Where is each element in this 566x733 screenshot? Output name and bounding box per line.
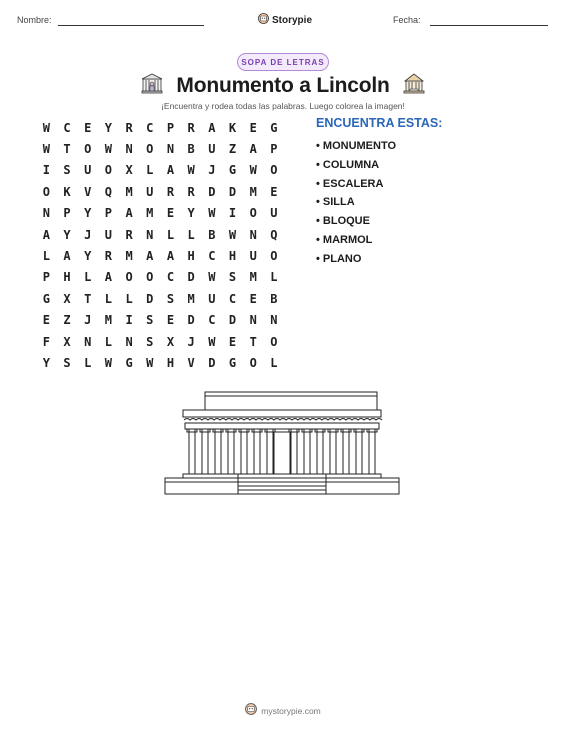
grid-cell[interactable]: A xyxy=(104,270,113,285)
brand xyxy=(258,11,312,29)
grid-cell[interactable]: N xyxy=(125,142,133,157)
word-list xyxy=(316,137,396,269)
grid-cell[interactable]: B xyxy=(270,291,278,306)
grid-cell[interactable]: G xyxy=(125,355,133,370)
grid-cell[interactable]: N xyxy=(146,227,154,242)
grid-cell[interactable]: A xyxy=(166,249,175,264)
grid-cell[interactable]: M xyxy=(146,206,154,221)
grid-cell[interactable]: Y xyxy=(84,249,92,264)
grid-cell[interactable]: B xyxy=(187,142,195,157)
footer xyxy=(0,702,566,720)
grid-cell[interactable]: U xyxy=(249,249,257,264)
grid-cell[interactable]: D xyxy=(146,291,154,306)
grid-cell[interactable]: Y xyxy=(84,206,92,221)
grid-cell[interactable]: U xyxy=(270,206,278,221)
logo-icon xyxy=(258,11,269,29)
grid-cell[interactable]: W xyxy=(42,120,50,135)
grid-cell[interactable]: M xyxy=(187,291,195,306)
word-search-grid[interactable] xyxy=(36,117,284,374)
grid-cell[interactable]: X xyxy=(166,334,175,349)
grid-cell[interactable]: W xyxy=(146,355,154,370)
grid-cell[interactable]: T xyxy=(249,334,257,349)
grid-cell[interactable]: G xyxy=(42,291,50,306)
grid-cell[interactable]: O xyxy=(146,142,154,157)
grid-cell[interactable]: O xyxy=(146,270,154,285)
grid-cell[interactable]: H xyxy=(63,270,71,285)
grid-cell[interactable]: N xyxy=(42,206,50,221)
grid-cell[interactable]: C xyxy=(208,249,216,264)
date-field-line[interactable] xyxy=(430,25,548,26)
grid-cell[interactable]: P xyxy=(270,142,278,157)
grid-cell[interactable]: H xyxy=(187,249,195,264)
grid-cell[interactable]: X xyxy=(63,334,71,349)
grid-cell[interactable]: S xyxy=(146,313,154,328)
grid-cell[interactable]: R xyxy=(125,120,133,135)
grid-cell[interactable]: D xyxy=(228,184,237,199)
grid-cell[interactable]: O xyxy=(125,270,133,285)
grid-cell[interactable]: C xyxy=(146,120,154,135)
grid-cell[interactable]: Y xyxy=(63,227,71,242)
word-item: • ESCALERA xyxy=(316,177,384,190)
grid-cell[interactable]: M xyxy=(125,184,133,199)
grid-cell[interactable]: K xyxy=(63,184,71,199)
grid-cell[interactable]: A xyxy=(63,249,71,264)
grid-cell[interactable]: W xyxy=(249,163,257,178)
grid-cell[interactable]: N xyxy=(249,313,257,328)
grid-cell[interactable]: S xyxy=(63,163,71,178)
grid-cell[interactable]: O xyxy=(249,355,257,370)
grid-cell[interactable]: L xyxy=(104,334,113,349)
grid-cell[interactable]: D xyxy=(208,355,216,370)
lincoln-memorial-icon xyxy=(140,72,164,99)
grid-cell[interactable]: N xyxy=(84,334,92,349)
grid-cell[interactable]: L xyxy=(125,291,133,306)
grid-cell[interactable]: E xyxy=(84,120,92,135)
page-title: Monumento a Lincoln xyxy=(176,73,390,97)
grid-cell[interactable]: J xyxy=(208,163,216,178)
grid-cell[interactable]: V xyxy=(187,355,195,370)
grid-cell[interactable]: O xyxy=(84,142,92,157)
grid-cell[interactable]: D xyxy=(187,270,195,285)
logo-icon xyxy=(245,702,257,720)
grid-cell[interactable]: N xyxy=(270,313,278,328)
grid-cell[interactable]: Y xyxy=(42,355,50,370)
grid-cell[interactable]: D xyxy=(187,313,195,328)
grid-cell[interactable]: P xyxy=(166,120,175,135)
grid-cell[interactable]: I xyxy=(42,163,50,178)
grid-cell[interactable]: W xyxy=(104,355,113,370)
grid-cell[interactable]: A xyxy=(249,142,257,157)
brand-name: Storypie xyxy=(272,14,313,26)
grid-cell[interactable]: X xyxy=(125,163,133,178)
grid-cell[interactable]: Z xyxy=(228,142,237,157)
grid-cell[interactable]: L xyxy=(270,355,278,370)
grid-cell[interactable]: D xyxy=(208,184,216,199)
grid-cell[interactable]: O xyxy=(249,206,257,221)
grid-cell[interactable]: J xyxy=(84,313,92,328)
word-item: • SILLA xyxy=(316,196,355,209)
grid-cell[interactable]: J xyxy=(84,227,92,242)
grid-cell[interactable]: U xyxy=(208,291,216,306)
instructions: ¡Encuentra y rodea todas las palabras. Luego colorea la imagen! xyxy=(161,101,405,111)
grid-cell[interactable]: E xyxy=(249,291,257,306)
grid-cell[interactable]: W xyxy=(208,334,216,349)
grid-cell[interactable]: S xyxy=(63,355,71,370)
grid-cell[interactable]: L xyxy=(270,270,278,285)
grid-cell[interactable]: K xyxy=(228,120,237,135)
grid-cell[interactable]: N xyxy=(125,334,133,349)
grid-cell[interactable]: O xyxy=(270,334,278,349)
word-item: • COLUMNA xyxy=(316,158,380,171)
grid-cell[interactable]: B xyxy=(208,227,216,242)
grid-cell[interactable]: M xyxy=(125,249,133,264)
grid-cell[interactable]: A xyxy=(146,249,154,264)
title-row xyxy=(0,72,566,99)
grid-cell[interactable]: G xyxy=(228,355,237,370)
grid-cell[interactable]: W xyxy=(187,163,195,178)
grid-cell[interactable]: U xyxy=(146,184,154,199)
grid-cell[interactable]: U xyxy=(84,163,92,178)
grid-cell[interactable]: R xyxy=(166,184,175,199)
grid-cell[interactable]: I xyxy=(228,206,237,221)
grid-cell[interactable]: F xyxy=(42,334,50,349)
grid-cell[interactable]: Z xyxy=(63,313,71,328)
worksheet-type-badge: SOPA DE LETRAS xyxy=(237,53,329,71)
grid-cell[interactable]: P xyxy=(63,206,71,221)
grid-cell[interactable]: L xyxy=(187,227,195,242)
grid-cell[interactable]: E xyxy=(42,313,50,328)
name-label: Nombre: xyxy=(17,15,52,25)
grid-cell[interactable]: U xyxy=(208,142,216,157)
grid-cell[interactable]: L xyxy=(104,291,113,306)
grid-cell[interactable]: G xyxy=(228,163,237,178)
grid-cell[interactable]: L xyxy=(84,270,92,285)
monument-illustration[interactable] xyxy=(162,390,402,501)
grid-cell[interactable]: P xyxy=(104,206,113,221)
grid-cell[interactable]: X xyxy=(63,291,71,306)
word-item: • PLANO xyxy=(316,252,362,265)
grid-cell[interactable]: W xyxy=(208,206,216,221)
grid-cell[interactable]: Y xyxy=(187,206,195,221)
grid-cell[interactable]: R xyxy=(187,184,195,199)
grid-cell[interactable]: W xyxy=(104,142,113,157)
grid-cell[interactable]: E xyxy=(249,120,257,135)
grid-cell[interactable]: N xyxy=(249,227,257,242)
grid-cell[interactable]: U xyxy=(104,227,113,242)
lincoln-memorial-icon xyxy=(402,72,426,99)
word-list-title: ENCUENTRA ESTAS: xyxy=(316,116,443,130)
name-field-line[interactable] xyxy=(58,25,204,26)
grid-cell[interactable]: S xyxy=(166,291,175,306)
grid-cell[interactable]: E xyxy=(228,334,237,349)
grid-cell[interactable]: M xyxy=(249,184,257,199)
grid-cell[interactable]: E xyxy=(270,184,278,199)
grid-cell[interactable]: H xyxy=(166,355,175,370)
grid-cell[interactable]: Y xyxy=(104,120,113,135)
word-item: • MARMOL xyxy=(316,233,373,246)
grid-cell[interactable]: S xyxy=(146,334,154,349)
grid-cell[interactable]: R xyxy=(187,120,195,135)
grid-cell[interactable]: M xyxy=(249,270,257,285)
grid-cell[interactable]: T xyxy=(63,142,71,157)
word-item: • BLOQUE xyxy=(316,215,370,228)
grid-cell[interactable]: L xyxy=(84,355,92,370)
footer-url: mystorypie.com xyxy=(261,706,321,716)
grid-cell[interactable]: V xyxy=(84,184,92,199)
grid-cell[interactable]: L xyxy=(146,163,154,178)
grid-cell[interactable]: A xyxy=(166,163,175,178)
word-item: • MONUMENTO xyxy=(316,140,397,152)
grid-cell[interactable]: E xyxy=(166,313,175,328)
grid-cell[interactable]: H xyxy=(228,249,237,264)
grid-cell[interactable]: L xyxy=(166,227,175,242)
grid-cell[interactable]: M xyxy=(104,313,113,328)
grid-cell[interactable]: G xyxy=(270,120,278,135)
grid-cell[interactable]: E xyxy=(166,206,175,221)
grid-cell[interactable]: S xyxy=(228,270,237,285)
grid-cell[interactable]: O xyxy=(270,163,278,178)
grid-cell[interactable]: A xyxy=(125,206,133,221)
grid-cell[interactable]: A xyxy=(208,120,216,135)
grid-cell[interactable]: C xyxy=(63,120,71,135)
grid-cell[interactable]: W xyxy=(208,270,216,285)
grid-cell[interactable]: J xyxy=(187,334,195,349)
grid-cell[interactable]: Q xyxy=(104,184,113,199)
grid-cell[interactable]: O xyxy=(270,249,278,264)
grid-cell[interactable]: N xyxy=(166,142,175,157)
grid-cell[interactable]: Q xyxy=(270,227,278,242)
grid-cell[interactable]: D xyxy=(228,313,237,328)
grid-cell[interactable]: I xyxy=(125,313,133,328)
grid-cell[interactable]: R xyxy=(125,227,133,242)
date-label: Fecha: xyxy=(393,15,421,25)
grid-cell[interactable]: W xyxy=(228,227,237,242)
grid-cell[interactable]: T xyxy=(84,291,92,306)
grid-cell[interactable]: R xyxy=(104,249,113,264)
grid-cell[interactable]: A xyxy=(42,227,50,242)
grid-cell[interactable]: W xyxy=(42,142,50,157)
grid-cell[interactable]: C xyxy=(228,291,237,306)
grid-cell[interactable]: L xyxy=(42,249,50,264)
grid-cell[interactable]: C xyxy=(208,313,216,328)
grid-cell[interactable]: C xyxy=(166,270,175,285)
grid-cell[interactable]: O xyxy=(42,184,50,199)
grid-cell[interactable]: P xyxy=(42,270,50,285)
grid-cell[interactable]: O xyxy=(104,163,113,178)
